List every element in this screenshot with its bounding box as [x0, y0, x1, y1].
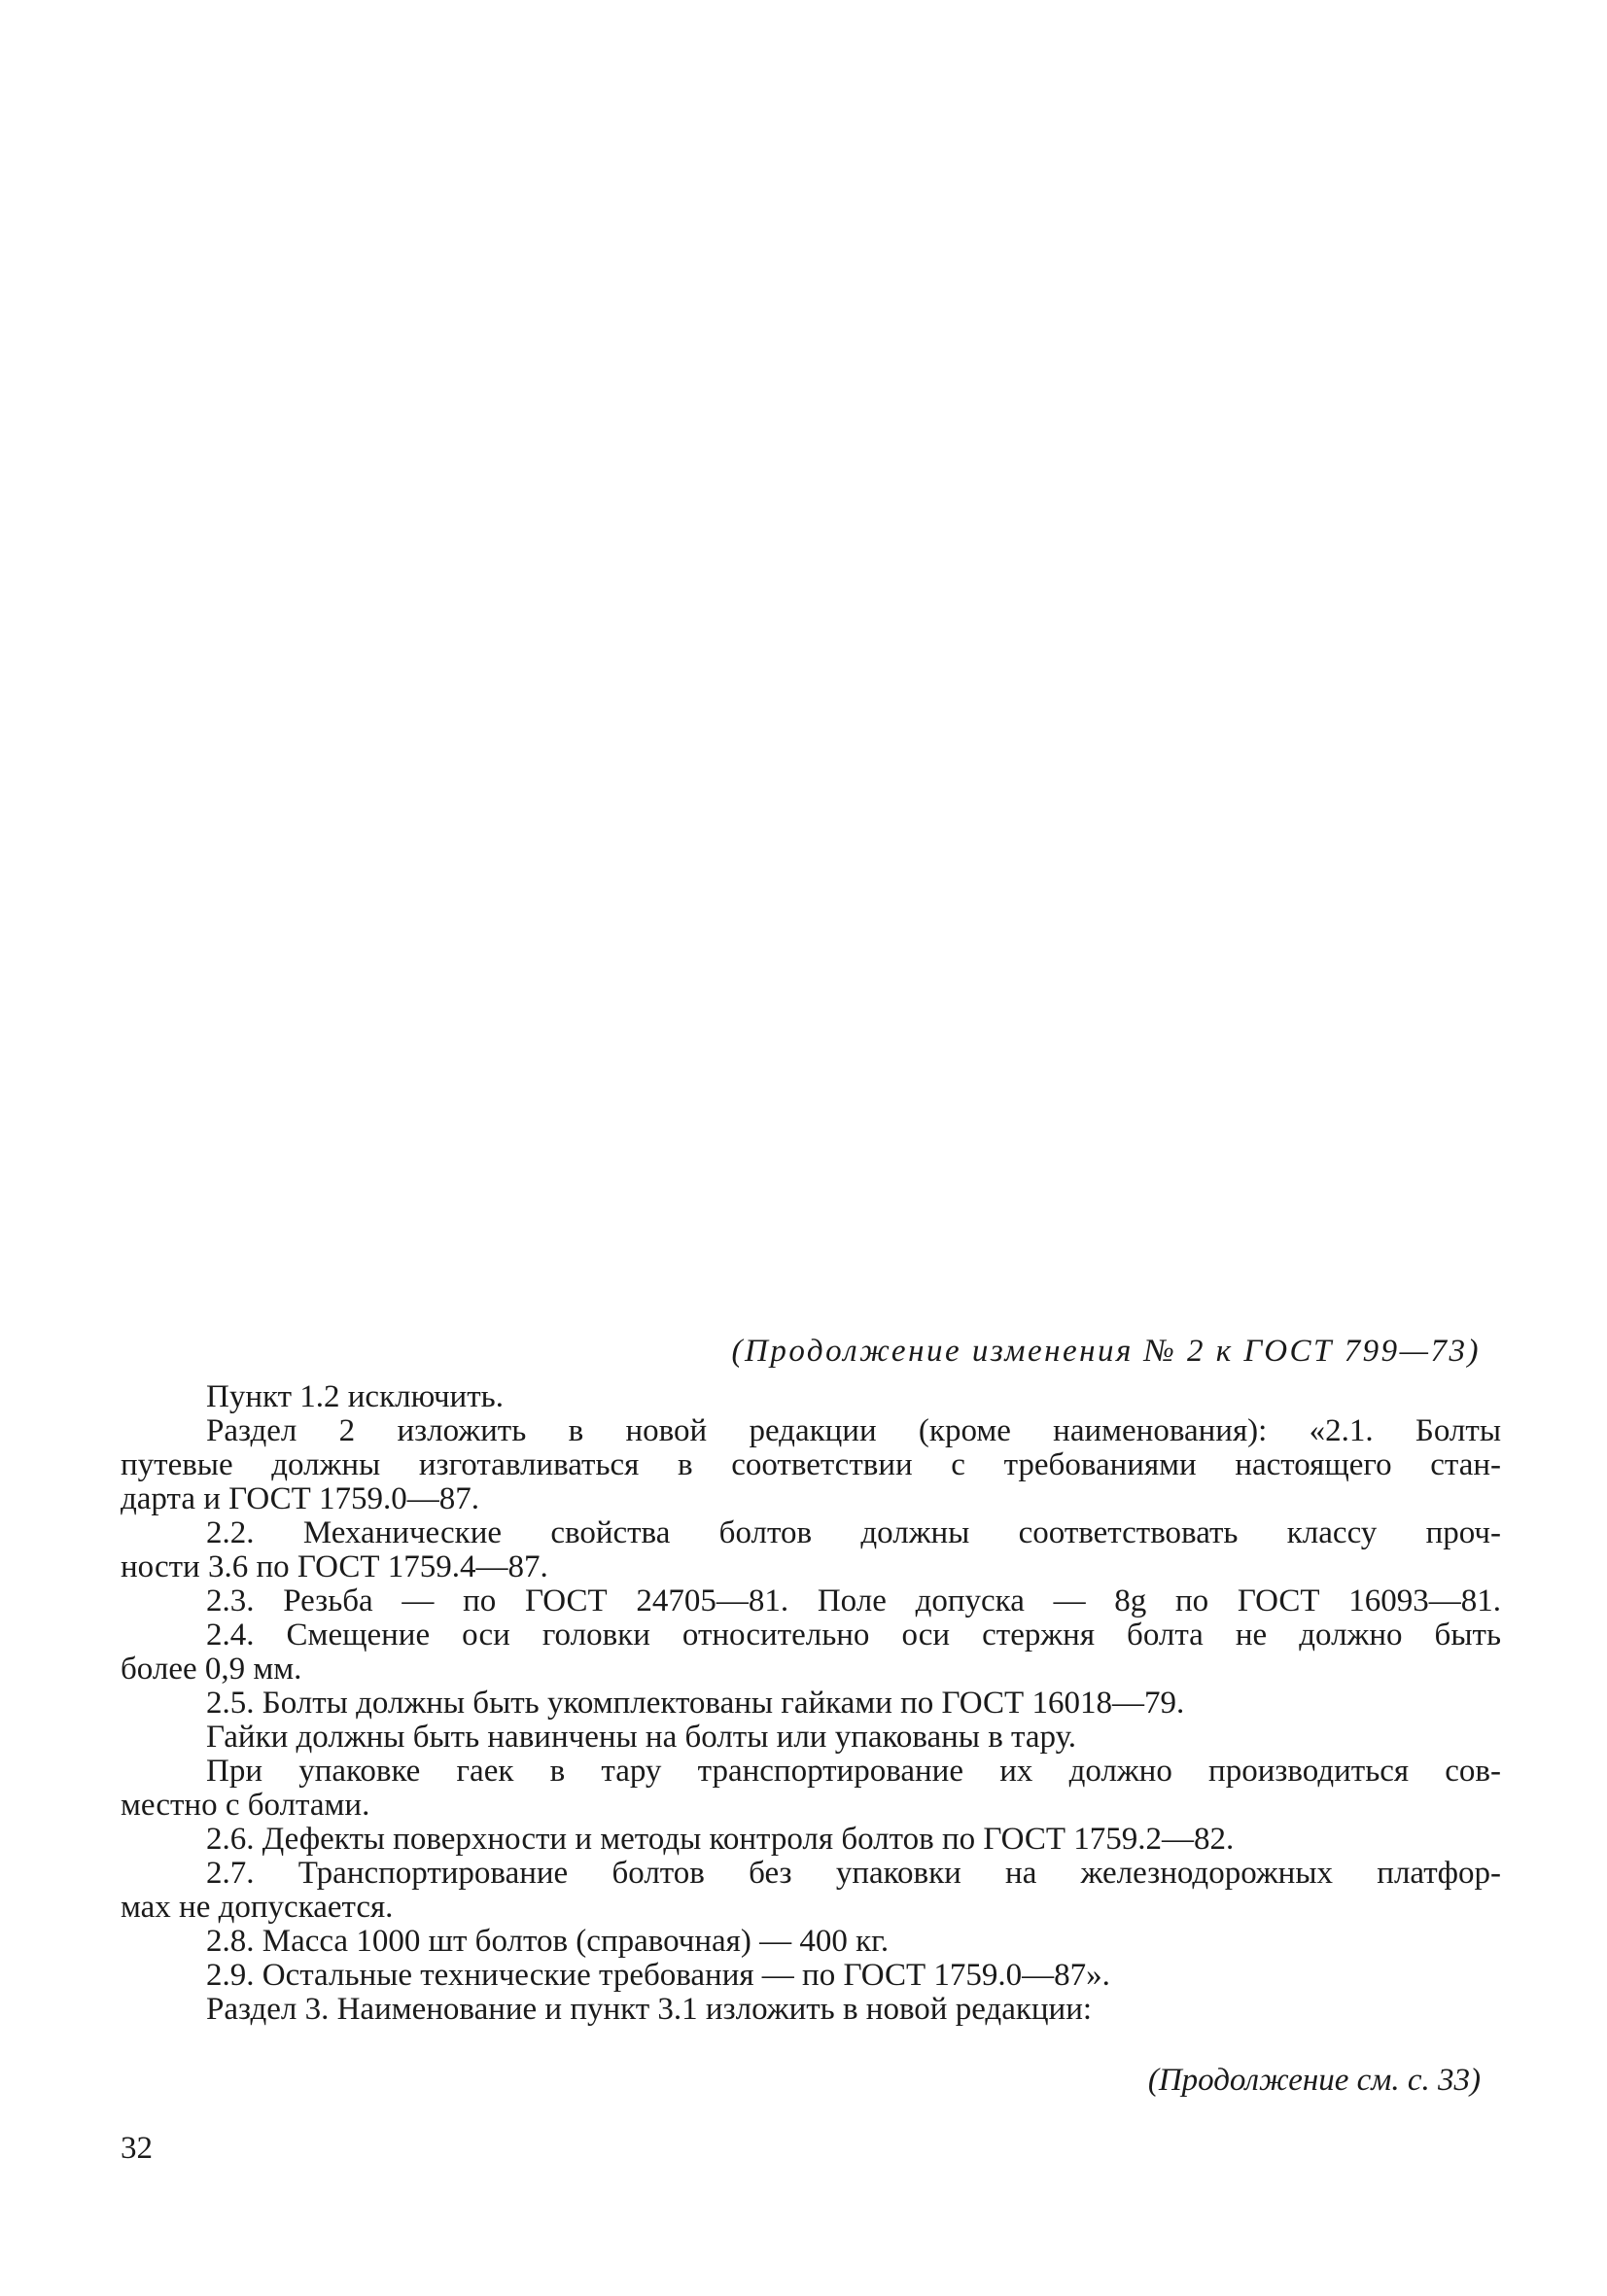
- text-line: ности 3.6 по ГОСТ 1759.4—87.: [121, 1549, 548, 1584]
- text-line: Пункт 1.2 исключить.: [206, 1379, 504, 1414]
- text-line: местно с болтами.: [121, 1788, 370, 1823]
- body-text: [121, 1380, 1501, 2027]
- text-line: Гайки должны быть навинчены на болты или упакованы в тару.: [206, 1720, 1077, 1755]
- text-line: более 0,9 мм.: [121, 1652, 302, 1687]
- text-line: путевые должны изготавливаться в соответствии с требованиями настоящего стан-: [121, 1447, 1501, 1482]
- text-line: 2.7. Транспортирование болтов без упаковки на железнодорожных платфор-: [206, 1856, 1501, 1891]
- text-line: дарта и ГОСТ 1759.0—87.: [121, 1481, 480, 1516]
- text-line: При упаковке гаек в тару транспортирование их должно производиться сов-: [206, 1754, 1501, 1789]
- text-line: 2.8. Масса 1000 шт болтов (справочная) — 400 кг.: [206, 1924, 890, 1959]
- continuation-header: (Продолжение изменения № 2 к ГОСТ 799—73): [731, 1334, 1481, 1369]
- text-line: 2.4. Смещение оси головки относительно оси стержня болта не должно быть: [206, 1618, 1501, 1652]
- text-line: 2.2. Механические свойства болтов должны соответствовать классу проч-: [206, 1515, 1501, 1550]
- text-line: мах не допускается.: [121, 1890, 394, 1925]
- text-line: 2.9. Остальные технические требования — по ГОСТ 1759.0—87».: [206, 1958, 1110, 1993]
- text-line: 2.6. Дефекты поверхности и методы контроля болтов по ГОСТ 1759.2—82.: [206, 1822, 1235, 1857]
- text-line: 2.3. Резьба — по ГОСТ 24705—81. Поле допуска — 8g по ГОСТ 16093—81.: [206, 1583, 1501, 1618]
- text-line: Раздел 3. Наименование и пункт 3.1 изложить в новой редакции:: [206, 1992, 1093, 2027]
- text-line: 2.5. Болты должны быть укомплектованы гайками по ГОСТ 16018—79.: [206, 1686, 1185, 1721]
- page-number: 32: [121, 2131, 153, 2166]
- text-line: Раздел 2 изложить в новой редакции (кроме наименования): «2.1. Болты: [206, 1413, 1501, 1448]
- continuation-footer: (Продолжение см. с. 33): [1147, 2063, 1481, 2098]
